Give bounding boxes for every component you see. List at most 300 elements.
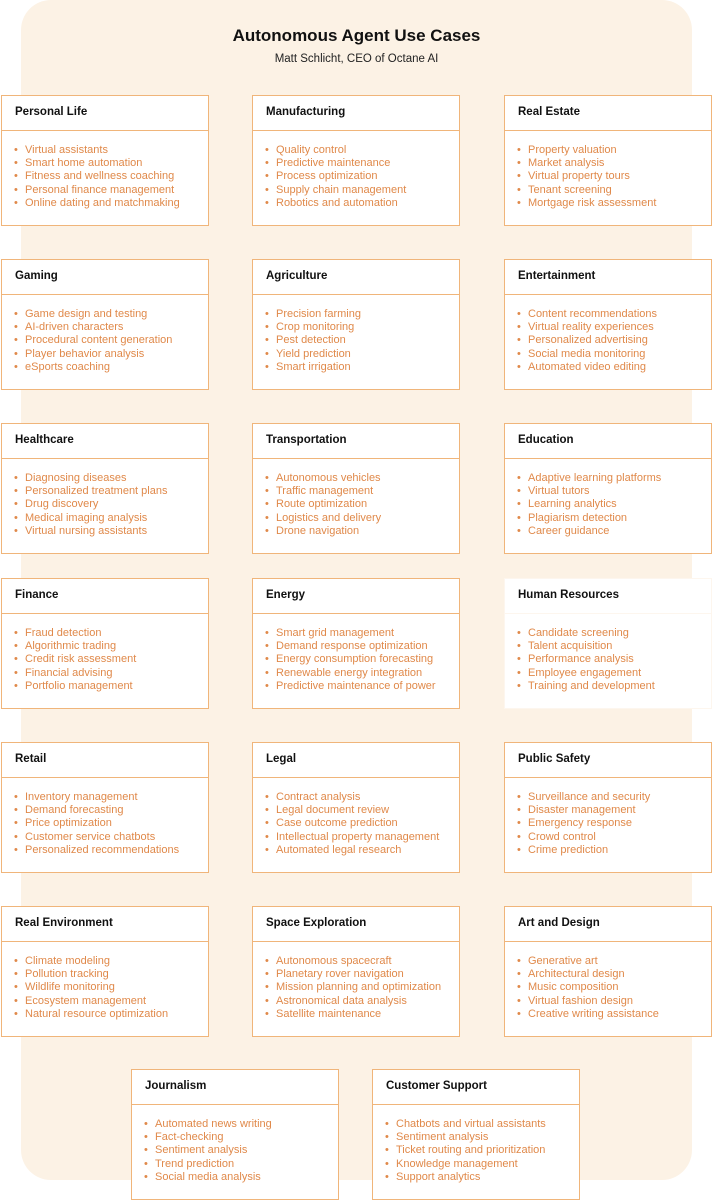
use-case-item <box>517 321 711 334</box>
use-case-text: Emergency response <box>528 817 632 830</box>
use-case-text: Process optimization <box>276 170 378 183</box>
use-case-item <box>14 170 208 183</box>
use-case-item <box>265 653 459 666</box>
bullet-icon: • <box>265 843 269 856</box>
use-case-list <box>2 942 208 1021</box>
category-title: Healthcare <box>2 424 208 459</box>
bullet-icon: • <box>517 347 521 360</box>
bullet-icon: • <box>265 144 269 156</box>
bullet-icon: • <box>265 817 269 830</box>
bullet-icon: • <box>14 360 18 373</box>
use-case-item <box>14 184 208 197</box>
use-case-text: Game design and testing <box>25 308 148 320</box>
use-case-item <box>517 627 711 640</box>
bullet-icon: • <box>517 981 521 994</box>
category-title: Real Environment <box>2 907 208 942</box>
category-title: Customer Support <box>373 1070 579 1105</box>
use-case-item <box>385 1158 579 1171</box>
category-title: Human Resources <box>505 579 711 614</box>
use-case-item <box>517 955 711 968</box>
bullet-icon: • <box>517 1007 521 1020</box>
bullet-icon: • <box>14 170 18 183</box>
use-case-text: Social media analysis <box>155 1170 261 1183</box>
use-case-item <box>14 981 208 994</box>
use-case-text: Virtual property tours <box>528 170 630 183</box>
category-card-retail <box>1 742 209 873</box>
use-case-item <box>385 1131 579 1144</box>
category-card-energy <box>252 578 460 709</box>
use-case-item <box>517 498 711 511</box>
use-case-item <box>14 525 208 538</box>
use-case-text: Learning analytics <box>528 498 617 511</box>
use-case-text: Tenant screening <box>528 183 612 196</box>
use-case-text: Crime prediction <box>528 843 609 856</box>
use-case-list <box>505 614 711 693</box>
bullet-icon: • <box>517 955 521 967</box>
use-case-text: Climate modeling <box>25 955 110 967</box>
bullet-icon: • <box>517 321 521 334</box>
use-case-text: Plagiarism detection <box>528 511 628 524</box>
use-case-item <box>517 525 711 538</box>
bullet-icon: • <box>265 524 269 537</box>
use-case-text: Portfolio management <box>25 679 133 692</box>
use-case-item <box>517 640 711 653</box>
use-case-text: Mission planning and optimization <box>276 981 442 994</box>
use-case-item <box>517 144 711 157</box>
use-case-list <box>373 1105 579 1184</box>
use-case-text: Demand forecasting <box>25 804 124 817</box>
use-case-text: Traffic management <box>276 485 374 498</box>
use-case-item <box>265 844 459 857</box>
bullet-icon: • <box>265 511 269 524</box>
use-case-item <box>14 334 208 347</box>
bullet-icon: • <box>517 791 521 803</box>
use-case-text: Architectural design <box>528 968 625 981</box>
use-case-text: Music composition <box>528 981 619 994</box>
bullet-icon: • <box>517 308 521 320</box>
use-case-item <box>517 680 711 693</box>
use-case-item <box>265 485 459 498</box>
use-case-text: Sentiment analysis <box>396 1131 489 1144</box>
use-case-item <box>517 184 711 197</box>
bullet-icon: • <box>517 196 521 209</box>
use-case-text: Crowd control <box>528 830 596 843</box>
use-case-item <box>517 831 711 844</box>
use-case-text: Autonomous vehicles <box>276 472 381 484</box>
category-title: Gaming <box>2 260 208 295</box>
bullet-icon: • <box>385 1170 389 1183</box>
bullet-icon: • <box>144 1157 148 1170</box>
use-case-text: Contract analysis <box>276 791 361 803</box>
use-case-text: Talent acquisition <box>528 640 613 653</box>
bullet-icon: • <box>265 640 269 653</box>
use-case-list <box>2 459 208 538</box>
use-case-list <box>253 459 459 538</box>
bullet-icon: • <box>265 955 269 967</box>
use-case-text: Smart home automation <box>25 157 143 170</box>
use-case-item <box>265 157 459 170</box>
category-title: Transportation <box>253 424 459 459</box>
use-case-item <box>517 334 711 347</box>
bullet-icon: • <box>517 666 521 679</box>
bullet-icon: • <box>265 1007 269 1020</box>
category-title: Agriculture <box>253 260 459 295</box>
use-case-list <box>253 778 459 857</box>
use-case-text: Natural resource optimization <box>25 1007 169 1020</box>
bullet-icon: • <box>14 157 18 170</box>
use-case-list <box>505 295 711 374</box>
use-case-text: Fitness and wellness coaching <box>25 170 175 183</box>
use-case-item <box>265 831 459 844</box>
use-case-item <box>265 321 459 334</box>
use-case-item <box>265 525 459 538</box>
use-case-item <box>265 627 459 640</box>
bullet-icon: • <box>517 830 521 843</box>
use-case-text: Fraud detection <box>25 627 102 639</box>
use-case-item <box>144 1144 338 1157</box>
use-case-text: Social media monitoring <box>528 347 646 360</box>
bullet-icon: • <box>14 804 18 817</box>
use-case-item <box>517 485 711 498</box>
bullet-icon: • <box>265 157 269 170</box>
bullet-icon: • <box>517 640 521 653</box>
use-case-text: Training and development <box>528 679 655 692</box>
use-case-item <box>517 804 711 817</box>
bullet-icon: • <box>517 843 521 856</box>
use-case-item <box>265 308 459 321</box>
use-case-text: Planetary rover navigation <box>276 968 404 981</box>
use-case-item <box>517 170 711 183</box>
category-card-transportation <box>252 423 460 554</box>
use-case-text: Drug discovery <box>25 498 99 511</box>
use-case-item <box>14 667 208 680</box>
bullet-icon: • <box>144 1144 148 1157</box>
bullet-icon: • <box>517 183 521 196</box>
bullet-icon: • <box>265 968 269 981</box>
use-case-text: Quality control <box>276 144 347 156</box>
bullet-icon: • <box>385 1131 389 1144</box>
bullet-icon: • <box>517 817 521 830</box>
bullet-icon: • <box>265 485 269 498</box>
bullet-icon: • <box>265 472 269 484</box>
use-case-item <box>265 804 459 817</box>
use-case-item <box>517 667 711 680</box>
use-case-item <box>265 955 459 968</box>
use-case-text: Satellite maintenance <box>276 1007 382 1020</box>
use-case-text: Pest detection <box>276 334 346 347</box>
use-case-item <box>265 498 459 511</box>
use-case-text: Player behavior analysis <box>25 347 145 360</box>
use-case-list <box>505 459 711 538</box>
bullet-icon: • <box>14 524 18 537</box>
category-title: Retail <box>2 743 208 778</box>
use-case-item <box>144 1118 338 1131</box>
bullet-icon: • <box>14 666 18 679</box>
use-case-item <box>144 1131 338 1144</box>
use-case-list <box>2 778 208 857</box>
bullet-icon: • <box>14 955 18 967</box>
use-case-list <box>505 131 711 210</box>
bullet-icon: • <box>14 994 18 1007</box>
use-case-item <box>14 955 208 968</box>
use-case-text: Pollution tracking <box>25 968 109 981</box>
use-case-text: Personalized treatment plans <box>25 485 168 498</box>
use-case-item <box>265 170 459 183</box>
use-case-text: Knowledge management <box>396 1157 518 1170</box>
use-case-text: Employee engagement <box>528 666 642 679</box>
use-case-item <box>14 627 208 640</box>
use-case-item <box>14 1008 208 1021</box>
bullet-icon: • <box>517 485 521 498</box>
bullet-icon: • <box>14 347 18 360</box>
bullet-icon: • <box>14 653 18 666</box>
use-case-list <box>253 131 459 210</box>
bullet-icon: • <box>517 627 521 639</box>
bullet-icon: • <box>265 360 269 373</box>
bullet-icon: • <box>14 830 18 843</box>
use-case-item <box>14 144 208 157</box>
bullet-icon: • <box>14 791 18 803</box>
bullet-icon: • <box>14 334 18 347</box>
use-case-text: Medical imaging analysis <box>25 511 148 524</box>
bullet-icon: • <box>14 1007 18 1020</box>
use-case-text: Astronomical data analysis <box>276 994 407 1007</box>
use-case-text: Virtual tutors <box>528 485 590 498</box>
use-case-list <box>2 614 208 693</box>
category-card-personal-life <box>1 95 209 226</box>
use-case-text: Creative writing assistance <box>528 1007 659 1020</box>
use-case-item <box>517 817 711 830</box>
category-card-art-and-design <box>504 906 712 1037</box>
bullet-icon: • <box>517 144 521 156</box>
category-card-education <box>504 423 712 554</box>
use-case-text: Generative art <box>528 955 598 967</box>
use-case-item <box>14 804 208 817</box>
category-card-manufacturing <box>252 95 460 226</box>
bullet-icon: • <box>517 653 521 666</box>
bullet-icon: • <box>517 804 521 817</box>
use-case-text: Precision farming <box>276 308 361 320</box>
bullet-icon: • <box>14 485 18 498</box>
use-case-item <box>517 157 711 170</box>
use-case-item <box>517 1008 711 1021</box>
use-case-item <box>144 1158 338 1171</box>
use-case-item <box>265 817 459 830</box>
use-case-text: Case outcome prediction <box>276 817 398 830</box>
bullet-icon: • <box>14 511 18 524</box>
use-case-item <box>265 981 459 994</box>
bullet-icon: • <box>14 183 18 196</box>
use-case-text: Demand response optimization <box>276 640 428 653</box>
use-case-text: Procedural content generation <box>25 334 173 347</box>
use-case-item <box>265 680 459 693</box>
bullet-icon: • <box>265 170 269 183</box>
bullet-icon: • <box>14 498 18 511</box>
category-card-real-environment <box>1 906 209 1037</box>
use-case-text: Career guidance <box>528 524 610 537</box>
use-case-item <box>14 485 208 498</box>
use-case-text: Robotics and automation <box>276 196 398 209</box>
bullet-icon: • <box>265 830 269 843</box>
use-case-text: Autonomous spacecraft <box>276 955 392 967</box>
use-case-item <box>265 144 459 157</box>
category-title: Legal <box>253 743 459 778</box>
use-case-text: Personalized recommendations <box>25 843 180 856</box>
use-case-list <box>2 295 208 374</box>
use-case-text: Algorithmic trading <box>25 640 117 653</box>
use-case-item <box>14 348 208 361</box>
bullet-icon: • <box>265 183 269 196</box>
use-case-list <box>505 942 711 1021</box>
bullet-icon: • <box>144 1131 148 1144</box>
page-subtitle: Matt Schlicht, CEO of Octane AI <box>274 53 439 65</box>
bullet-icon: • <box>265 334 269 347</box>
use-case-text: Wildlife monitoring <box>25 981 115 994</box>
category-title: Art and Design <box>505 907 711 942</box>
use-case-text: Diagnosing diseases <box>25 472 127 484</box>
bullet-icon: • <box>265 679 269 692</box>
use-case-item <box>265 640 459 653</box>
category-title: Personal Life <box>2 96 208 131</box>
use-case-text: Smart grid management <box>276 627 394 639</box>
bullet-icon: • <box>14 843 18 856</box>
bullet-icon: • <box>265 666 269 679</box>
bullet-icon: • <box>517 511 521 524</box>
category-title: Public Safety <box>505 743 711 778</box>
category-title: Journalism <box>132 1070 338 1105</box>
use-case-text: Inventory management <box>25 791 138 803</box>
bullet-icon: • <box>517 679 521 692</box>
category-card-real-estate <box>504 95 712 226</box>
use-case-text: Disaster management <box>528 804 636 817</box>
use-case-item <box>517 197 711 210</box>
use-case-item <box>14 791 208 804</box>
use-case-item <box>14 817 208 830</box>
use-case-item <box>385 1144 579 1157</box>
category-card-gaming <box>1 259 209 390</box>
use-case-item <box>517 791 711 804</box>
use-case-item <box>14 472 208 485</box>
category-title: Real Estate <box>505 96 711 131</box>
use-case-text: Logistics and delivery <box>276 511 382 524</box>
use-case-text: Automated legal research <box>276 843 402 856</box>
use-case-item <box>517 981 711 994</box>
use-case-item <box>265 968 459 981</box>
use-case-text: Mortgage risk assessment <box>528 196 657 209</box>
bullet-icon: • <box>14 472 18 484</box>
bullet-icon: • <box>144 1118 148 1130</box>
bullet-icon: • <box>14 981 18 994</box>
use-case-item <box>14 361 208 374</box>
bullet-icon: • <box>517 498 521 511</box>
use-case-text: Virtual fashion design <box>528 994 633 1007</box>
use-case-item <box>14 653 208 666</box>
use-case-item <box>14 321 208 334</box>
use-case-text: Predictive maintenance of power <box>276 679 436 692</box>
bullet-icon: • <box>265 653 269 666</box>
use-case-text: Sentiment analysis <box>155 1144 248 1157</box>
use-case-item <box>14 680 208 693</box>
use-case-item <box>385 1171 579 1184</box>
use-case-text: Supply chain management <box>276 183 407 196</box>
use-case-list <box>505 778 711 857</box>
use-case-text: Credit risk assessment <box>25 653 137 666</box>
use-case-text: Customer service chatbots <box>25 830 156 843</box>
bullet-icon: • <box>265 347 269 360</box>
use-case-text: Adaptive learning platforms <box>528 472 662 484</box>
bullet-icon: • <box>265 627 269 639</box>
bullet-icon: • <box>517 524 521 537</box>
category-card-finance <box>1 578 209 709</box>
use-case-item <box>14 640 208 653</box>
use-case-list <box>253 295 459 374</box>
use-case-item <box>517 348 711 361</box>
category-title: Finance <box>2 579 208 614</box>
use-case-text: Virtual assistants <box>25 144 108 156</box>
bullet-icon: • <box>385 1157 389 1170</box>
bullet-icon: • <box>265 981 269 994</box>
bullet-icon: • <box>14 321 18 334</box>
use-case-text: Predictive maintenance <box>276 157 391 170</box>
use-case-item <box>14 831 208 844</box>
use-case-item <box>14 995 208 1008</box>
bullet-icon: • <box>14 308 18 320</box>
bullet-icon: • <box>517 360 521 373</box>
use-case-text: Performance analysis <box>528 653 634 666</box>
use-case-text: Financial advising <box>25 666 113 679</box>
use-case-item <box>14 197 208 210</box>
use-case-item <box>265 361 459 374</box>
use-case-text: AI-driven characters <box>25 321 124 334</box>
use-case-text: Property valuation <box>528 144 617 156</box>
bullet-icon: • <box>14 196 18 209</box>
use-case-item <box>14 498 208 511</box>
bullet-icon: • <box>14 968 18 981</box>
use-case-item <box>265 667 459 680</box>
category-card-journalism <box>131 1069 339 1200</box>
bullet-icon: • <box>265 994 269 1007</box>
bullet-icon: • <box>517 157 521 170</box>
use-case-item <box>14 968 208 981</box>
category-title: Entertainment <box>505 260 711 295</box>
bullet-icon: • <box>14 627 18 639</box>
category-title: Education <box>505 424 711 459</box>
use-case-item <box>517 472 711 485</box>
bullet-icon: • <box>385 1118 389 1130</box>
use-case-text: Intellectual property management <box>276 830 440 843</box>
bullet-icon: • <box>517 472 521 484</box>
bullet-icon: • <box>265 804 269 817</box>
use-case-item <box>265 1008 459 1021</box>
use-case-item <box>14 844 208 857</box>
use-case-text: Drone navigation <box>276 524 360 537</box>
category-card-healthcare <box>1 423 209 554</box>
use-case-text: Smart irrigation <box>276 360 351 373</box>
use-case-text: Automated video editing <box>528 360 647 373</box>
bullet-icon: • <box>517 994 521 1007</box>
use-case-item <box>265 791 459 804</box>
bullet-icon: • <box>385 1144 389 1157</box>
use-case-item <box>14 157 208 170</box>
category-card-human-resources <box>504 578 712 709</box>
use-case-text: Virtual reality experiences <box>528 321 654 334</box>
use-case-list <box>132 1105 338 1184</box>
use-case-text: Automated news writing <box>155 1118 272 1130</box>
page-title: Autonomous Agent Use Cases <box>232 26 481 45</box>
use-case-list <box>253 942 459 1021</box>
use-case-item <box>14 308 208 321</box>
use-case-item <box>265 197 459 210</box>
